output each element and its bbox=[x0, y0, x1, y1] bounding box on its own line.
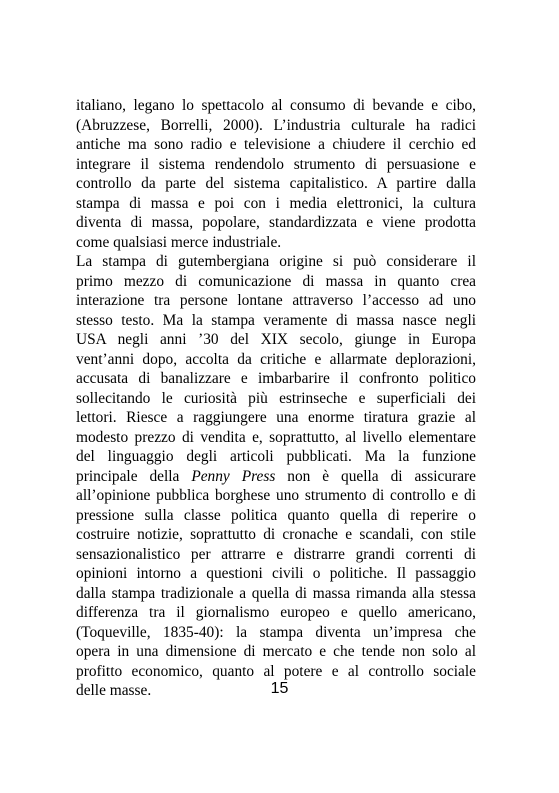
text-line: (Abruzzese, Borrelli, 2000). L’industria culturale ha radici bbox=[76, 116, 476, 134]
text-line: accusata di banalizzare e imbarbarire il confronto politico bbox=[76, 370, 476, 387]
text-line: lettori. Riesce a raggiungere una enorme tiratura grazie al bbox=[76, 409, 476, 426]
text-line: italiano, legano lo spettacolo al consumo di bevande e cibo, bbox=[76, 97, 476, 114]
text-line: come qualsiasi merce industriale. bbox=[76, 233, 282, 251]
text-line: all’opinione pubblica borghese uno strumento di controllo e di bbox=[76, 487, 476, 504]
text-line: dalla stampa tradizionale a quella di massa rimanda alla stessa bbox=[76, 584, 476, 602]
text-line: antiche ma sono radio e televisione a chiudere il cerchio ed bbox=[76, 136, 476, 153]
page-number: 15 bbox=[270, 680, 289, 697]
text-line: pressione sulla classe politica quanto quella di reperire o bbox=[76, 506, 476, 524]
text-line bbox=[76, 467, 476, 487]
text-line: del linguaggio degli articoli pubblicati. Ma la funzione bbox=[76, 448, 476, 465]
text-line: opinioni intorno a questioni civili o politiche. Il passaggio bbox=[76, 565, 476, 582]
text-line: sollecitando le curiosità più estrinseche e superficiali dei bbox=[76, 389, 476, 407]
text-segment: non è quella di assicurare bbox=[275, 467, 476, 485]
text-line: modesto prezzo di vendita e, soprattutto, al livello elementare bbox=[76, 428, 476, 446]
text-line: La stampa di gutembergiana origine si può considerare il bbox=[76, 253, 476, 270]
body-text bbox=[76, 96, 476, 701]
text-line: integrare il sistema rendendolo strumento di persuasione e bbox=[76, 155, 476, 173]
text-line: costruire notizie, soprattutto di cronache e scandali, con stile bbox=[76, 526, 476, 543]
text-line: diventa di massa, popolare, standardizzata e viene prodotta bbox=[76, 214, 476, 231]
text-line: sensazionalistico per attrarre e distrarre grandi correnti di bbox=[76, 545, 476, 563]
text-line: delle masse. bbox=[76, 682, 152, 699]
text-line: primo mezzo di comunicazione di massa in quanto crea bbox=[76, 272, 476, 290]
text-line: stampa di massa e poi con i media elettronici, la cultura bbox=[76, 194, 476, 212]
text-line: USA negli anni ’30 del XIX secolo, giunge in Europa bbox=[76, 331, 476, 348]
text-line: opera in una dimensione di mercato e che tende non solo al bbox=[76, 643, 476, 660]
text-line: profitto economico, quanto al potere e al controllo sociale bbox=[76, 662, 476, 680]
text-line: stesso testo. Ma la stampa veramente di massa nasce negli bbox=[76, 311, 476, 329]
italic-title: Penny Press bbox=[191, 467, 276, 485]
text-line: (Toqueville, 1835-40): la stampa diventa un’impresa che bbox=[76, 623, 476, 641]
text-line: vent’anni dopo, accolta da critiche e allarmate deplorazioni, bbox=[76, 350, 476, 368]
text-line: controllo da parte del sistema capitalistico. A partire dalla bbox=[76, 175, 476, 192]
text-line: interazione tra persone lontane attraverso l’accesso ad uno bbox=[76, 292, 476, 309]
text-line: differenza tra il giornalismo europeo e quello americano, bbox=[76, 604, 476, 621]
text-segment: principale della bbox=[76, 467, 192, 485]
